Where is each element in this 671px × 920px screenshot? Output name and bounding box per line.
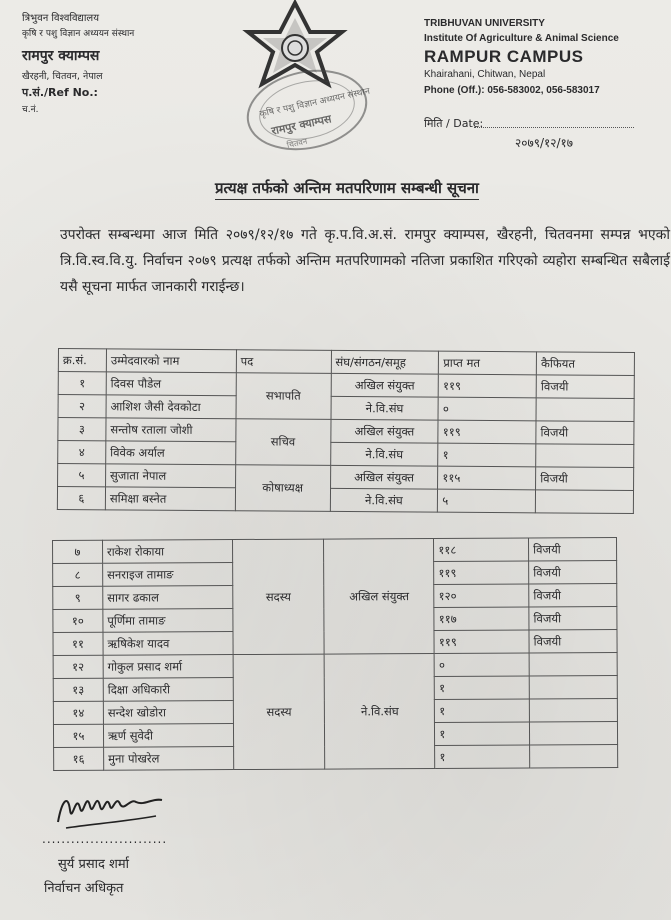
row-post: सचिव	[235, 419, 330, 466]
results-table-members	[52, 537, 618, 771]
row-remark	[529, 699, 617, 722]
svg-text:रामपुर क्याम्पस: रामपुर क्याम्पस	[270, 112, 333, 138]
svg-text:कृषि र पशु विज्ञान अध्ययन संस्: कृषि र पशु विज्ञान अध्ययन संस्थान	[258, 86, 371, 120]
notice-title: प्रत्यक्ष तर्फको अन्तिम मतपरिणाम सम्बन्धी सूचना	[215, 178, 479, 200]
row-org: अखिल संयुक्त	[331, 373, 439, 397]
row-sn: ६	[57, 487, 105, 510]
row-votes: ११९	[434, 561, 529, 584]
header-left-university: त्रिभुवन विश्वविद्यालय	[22, 13, 100, 24]
row-sn: १५	[53, 724, 103, 747]
header-post: पद	[236, 350, 331, 374]
row-sn: ९	[53, 586, 103, 609]
header-right-address: Khairahani, Chitwan, Nepal	[424, 69, 546, 80]
row-remark	[529, 653, 617, 676]
row-org: ने.वि.संघ	[330, 488, 438, 512]
row-votes: ११९	[434, 630, 529, 653]
svg-text:चितवन: चितवन	[285, 136, 309, 150]
row-org: अखिल संयुक्त	[324, 539, 434, 655]
row-org: अखिल संयुक्त	[330, 419, 438, 443]
officer-title: निर्वाचन अधिकृत	[44, 881, 124, 896]
row-votes: १	[438, 443, 536, 467]
row-remark: विजयी	[536, 467, 634, 491]
table-row	[53, 653, 617, 679]
row-sn: ७	[53, 540, 103, 563]
row-votes: ५	[438, 489, 536, 513]
ref-no-label: प.सं./Ref No.:	[22, 86, 98, 99]
date-value: २०७९/१२/१७	[515, 136, 574, 150]
row-remark	[536, 444, 634, 468]
row-votes: १	[435, 722, 530, 745]
row-post: सभापति	[236, 373, 331, 420]
row-votes: ११७	[434, 607, 529, 630]
header-remark: कैफियत	[536, 352, 634, 376]
campus-seal-stamp	[240, 65, 375, 155]
row-name: आशिश जैसी देवकोटा	[106, 395, 236, 419]
row-name: सनराइज तामाङ	[103, 563, 233, 587]
cha-no-label: च.नं.	[22, 105, 39, 115]
table-row	[53, 538, 617, 564]
row-name: पूर्णिमा तामाङ	[103, 609, 233, 633]
header-left-campus: रामपुर क्याम्पस	[22, 48, 100, 64]
row-name: ऋर्ण सुवेदी	[103, 724, 233, 748]
row-votes: ०	[438, 397, 536, 421]
row-remark	[535, 490, 633, 514]
row-remark: विजयी	[529, 561, 617, 584]
row-post: कोषाध्यक्ष	[235, 465, 330, 512]
row-votes: ११५	[438, 466, 536, 490]
row-votes: ०	[434, 653, 529, 676]
row-remark	[536, 398, 634, 422]
row-post: सदस्य	[232, 539, 324, 654]
row-name: सुजाता नेपाल	[105, 464, 235, 488]
row-sn: १३	[53, 678, 103, 701]
row-name: राकेश रोकाया	[102, 540, 232, 564]
row-sn: १२	[53, 655, 103, 678]
row-name: मुना पोखरेल	[103, 747, 233, 771]
header-right-campus: RAMPUR CAMPUS	[424, 47, 584, 66]
row-remark: विजयी	[529, 630, 617, 653]
row-name: सन्देश खोडोरा	[103, 701, 233, 725]
row-sn: ८	[53, 563, 103, 586]
row-sn: १६	[54, 747, 104, 770]
date-line	[474, 127, 634, 128]
officer-name: सुर्य प्रसाद शर्मा	[58, 857, 130, 872]
date-label: मिति / Date:	[424, 117, 484, 130]
row-name: दिवस पौडेल	[106, 372, 236, 396]
row-remark: विजयी	[529, 538, 617, 561]
row-votes: ११९	[439, 374, 537, 398]
row-votes: ११८	[434, 538, 529, 561]
row-remark	[530, 722, 618, 745]
header-left-institute: कृषि र पशु विज्ञान अध्ययन संस्थान	[22, 29, 135, 39]
row-votes: १	[435, 699, 530, 722]
header-votes: प्राप्त मत	[439, 351, 537, 375]
row-org: अखिल संयुक्त	[330, 465, 438, 489]
row-sn: ११	[53, 632, 103, 655]
row-name: समिक्षा बस्नेत	[105, 487, 235, 511]
row-remark	[529, 676, 617, 699]
table-row	[57, 487, 633, 514]
row-name: ऋषिकेश यादव	[103, 632, 233, 656]
row-sn: १	[58, 372, 106, 395]
header-right-phone: Phone (Off.): 056-583002, 056-583017	[424, 85, 600, 96]
header-name: उम्मेदवारको नाम	[106, 349, 236, 373]
row-sn: १०	[53, 609, 103, 632]
row-org: ने.वि.संघ	[325, 653, 435, 769]
row-name: दिक्षा अधिकारी	[103, 678, 233, 702]
row-votes: १२०	[434, 584, 529, 607]
row-votes: ११९	[438, 420, 536, 444]
header-right-institute: Institute Of Agriculture & Animal Science	[424, 33, 619, 44]
notice-body: उपरोक्त सम्बन्धमा आज मिति २०७९/१२/१७ गते कृ.प.वि.अ.सं. रामपुर क्याम्पस, खैरहनी, चितवनमा सम्पन्न भएको त्रि.वि.स्व.वि.यु. निर्वाचन २०७९ प्रत्यक्ष तर्फको अन्तिम मतपरिणामको नतिजा प्रकाशित गरिएको व्यहोरा सम्बन्धित सबैलाई यसै सूचना मार्फत जानकारी गराईन्छ।	[60, 227, 670, 295]
row-remark: विजयी	[529, 607, 617, 630]
header-org: संघ/संगठन/समूह	[331, 350, 439, 374]
row-sn: २	[58, 395, 106, 418]
signature-line: ..........................	[42, 832, 168, 846]
row-name: सन्तोष रताला जोशी	[106, 418, 236, 442]
handwritten-signature	[52, 780, 172, 835]
header-left-address: खैरहनी, चितवन, नेपाल	[22, 71, 103, 82]
row-name: गोकुल प्रसाद शर्मा	[103, 655, 233, 679]
row-sn: ५	[58, 464, 106, 487]
row-votes: १	[435, 676, 530, 699]
row-org: ने.वि.संघ	[330, 442, 438, 466]
row-remark: विजयी	[536, 421, 634, 445]
row-sn: ४	[58, 441, 106, 464]
row-sn: १४	[53, 701, 103, 724]
row-remark: विजयी	[529, 584, 617, 607]
header-right-university: TRIBHUVAN UNIVERSITY	[424, 18, 545, 29]
row-votes: १	[435, 745, 530, 768]
row-name: विवेक अर्याल	[106, 441, 236, 465]
row-remark	[530, 745, 618, 768]
header-sn: क्र.सं.	[58, 349, 106, 372]
row-sn: ३	[58, 418, 106, 441]
row-remark: विजयी	[536, 375, 634, 399]
row-post: सदस्य	[233, 654, 325, 769]
row-name: सागर ढकाल	[103, 586, 233, 610]
results-table-officers	[57, 348, 635, 514]
row-org: ने.वि.संघ	[331, 396, 439, 420]
